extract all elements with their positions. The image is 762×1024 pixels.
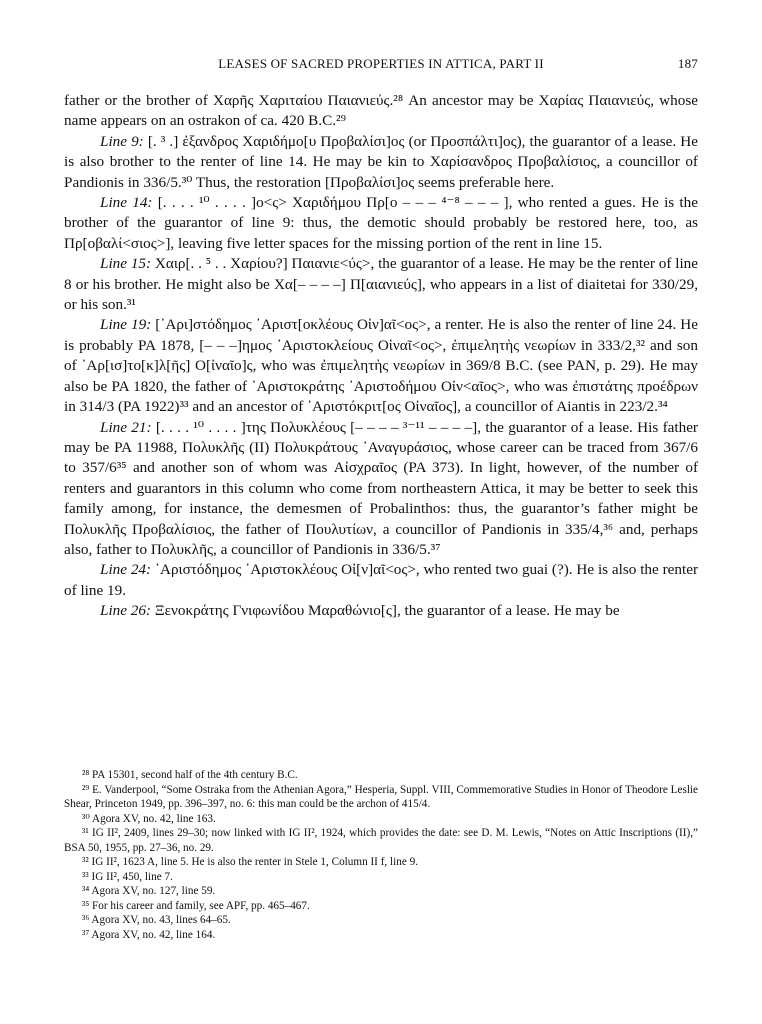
paragraph-line-15 bbox=[64, 254, 698, 315]
paragraph-text: Ξενοκράτης Γνιφωνίδου Μαραθώνιο[ς], the guarantor of a lease. He may be bbox=[151, 602, 620, 620]
footnote-30: ³⁰ Agora XV, no. 42, line 163. bbox=[82, 812, 216, 825]
line-label: Line 26: bbox=[100, 602, 152, 620]
line-label: Line 9: bbox=[100, 132, 144, 150]
page-number: 187 bbox=[677, 56, 698, 71]
running-title: LEASES OF SACRED PROPERTIES IN ATTICA, PART II bbox=[218, 56, 544, 71]
footnote-34: ³⁴ Agora XV, no. 127, line 59. bbox=[82, 885, 216, 897]
footnote-31: ³¹ IG II², 2409, lines 29–30; now linked with IG II², 1924, which provides the date: see D. M. Lewis, “Notes on Attic Inscriptions (II),” BSA 50, 1955, pp. 27–36, no. 29. bbox=[64, 827, 698, 854]
paragraph-line-9 bbox=[64, 132, 698, 193]
line-label: Line 15: bbox=[100, 255, 152, 273]
paragraph-line-24 bbox=[64, 560, 698, 601]
footnote-37: ³⁷ Agora XV, no. 42, line 164. bbox=[82, 928, 216, 941]
paragraph-text: Χαιρ[. . ⁵ . . Χαρίου?] Παιανιε<ύς>, the guarantor of a lease. He may be the renter of line 8 or his brother. He might also be Χα[– – – –] Π[αιανιεύς], who appears in a list of diaitetai for 330/29, or his son.³¹ bbox=[64, 255, 698, 314]
paragraph-line-19 bbox=[64, 315, 698, 417]
footnotes bbox=[64, 768, 698, 942]
footnote-33: ³³ IG II², 450, line 7. bbox=[82, 870, 173, 883]
footnote-35: ³⁵ For his career and family, see APF, pp. 465–467. bbox=[82, 899, 310, 912]
paragraph-line-14 bbox=[64, 193, 698, 254]
paragraph-text: father or the brother of Χαρῆς Χαριταίου Παιανιεύς.²⁸ An ancestor may be Χαρίας Παιανιεύς, whose name appears on an ostrakon of ca. 420 B.C.²⁹ bbox=[64, 92, 698, 130]
paragraph-line-26 bbox=[64, 601, 698, 621]
line-label: Line 19: bbox=[100, 316, 152, 334]
footnote-36: ³⁶ Agora XV, no. 43, lines 64–65. bbox=[82, 914, 231, 926]
paragraph-text: [᾿Αρι]στόδημος ᾿Αριστ[οκλέους Οἰν]αῖ<ος>, a renter. He is also the renter of line 24. He is probably PA 1878, [– – –]ημος ᾿Αριστοκλείους Οἰναῖ<ος>, ἐπιμελητὴς νεωρίων in 333/2,³² and son of ᾿Αρ[ισ]το[κ]λ[ῆς] Ο[ἰναῖο]ς, who was ἐπιμελητὴς νεωρίων in 369/8 B.C. (see PAN, p. 29). He may also be PA 1820, the father of ᾿Αριστοκράτης ᾿Αριστοδήμου Οἰν<αῖος>, who was ἐπιστάτης προέδρων in 314/3 (PA 1922)³³ and an ancestor of ᾿Αριστόκριτ[ος Οἰναῖος], a councillor of Aiantis in 223/2.³⁴ bbox=[64, 316, 698, 416]
footnote-32: ³² IG II², 1623 A, line 5. He is also the renter in Stele 1, Column II f, line 9. bbox=[82, 856, 418, 868]
paragraph-line-21 bbox=[64, 418, 698, 561]
paragraph-text: [. . . . ¹⁰ . . . . ]ο<ς> Χαριδήμου Πρ[ο – – – ⁴⁻⁸ – – – ], who rented a gues. He is the brother of the guarantor of line 9: thus, the demotic should probably be restored here, too, as Πρ[οβαλί<σιος>], leaving five letter spaces for the missing portion of the rent in line 15. bbox=[64, 194, 698, 252]
footnote-28: ²⁸ PA 15301, second half of the 4th century B.C. bbox=[82, 769, 298, 781]
running-header bbox=[64, 56, 698, 76]
paragraph-text: ᾿Αριστόδημος ᾿Αριστοκλέους Οἰ[ν]αῖ<ος>, who rented two guai (?). He is also the renter of line 19. bbox=[64, 561, 699, 599]
line-label: Line 21: bbox=[100, 418, 152, 436]
line-label: Line 14: bbox=[100, 194, 153, 212]
footnote-29: ²⁹ E. Vanderpool, “Some Ostraka from the Athenian Agora,” Hesperia, Suppl. VIII, Commemorative Studies in Honor of Theodore Leslie Shear, Princeton 1949, pp. 396–397, no. 6: this man could be the archon of 415/4. bbox=[64, 783, 698, 810]
body-text bbox=[64, 91, 698, 622]
paragraph-text: [. ³ .] ἐξανδρος Χαριδήμο[υ Προβαλίσι]ος (or Προσπάλτι]ος), the guarantor of a lease. He is also brother to the renter of line 14. He may be kin to Χαρίσανδρος Προβαλίσιος, a councillor of Pandionis in 336/5.³⁰ Thus, the restoration [Προβαλίσι]ος seems preferable here. bbox=[64, 132, 698, 191]
line-label: Line 24: bbox=[100, 561, 152, 579]
paragraph-text: [. . . . ¹⁰ . . . . ]της Πολυκλέους [– – – – ³⁻¹¹ – – – –], the guarantor of a lease. His father may be PA 11988, Πολυκλῆς (II) Πολυκράτους ᾿Αναγυράσιος, whose career can be traced from 367/6 to 357/6³⁵ and another son of whom was Αἰσχραῖος (PA 373). In light, however, of the number of renters and guarantors in this column who come from northeastern Attica, it may be better to seek this family among, for instance, the demesmen of Probalinthos: thus, the guarantor’s father might be Πολυκλῆς Προβαλίσιος, the father of Πουλυτίων, a councillor of Pandionis in 335/4,³⁶ and, perhaps also, father to Πολυκλῆς, a councillor of Pandionis in 336/5.³⁷ bbox=[64, 418, 698, 558]
paragraph-continued bbox=[64, 91, 698, 132]
